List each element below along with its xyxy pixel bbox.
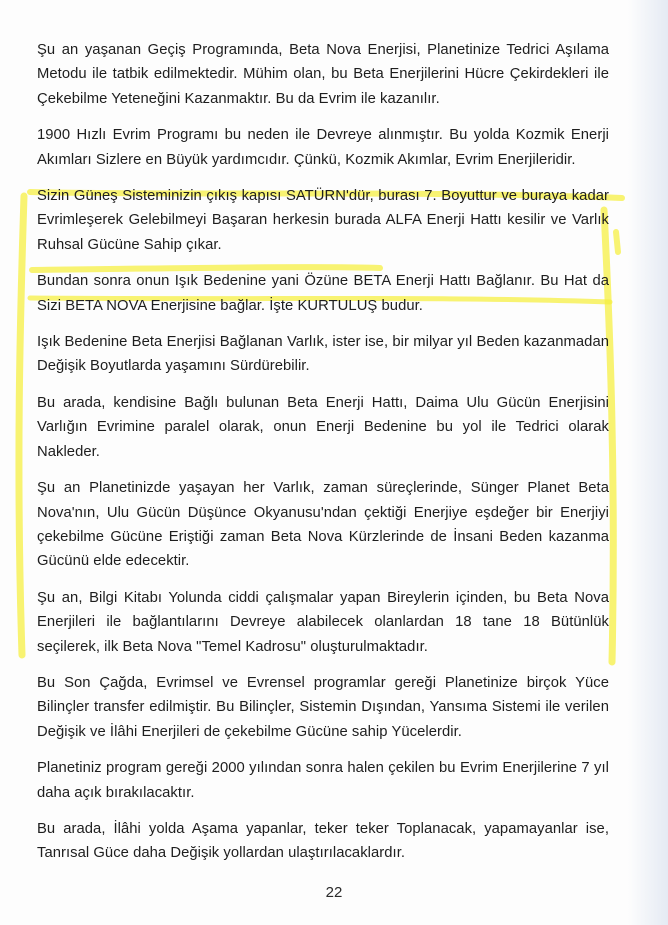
paragraph-6: Bu arada, kendisine Bağlı bulunan Beta Enerji Hattı, Daima Ulu Gücün Enerjisini Varlığın Evrimine paralel olarak, onun Enerji Bedenine bu yol ile Tedrici olarak Nakleder. (37, 394, 609, 460)
highlight-right-top (616, 232, 618, 252)
paragraph-11: Bu arada, İlâhi yolda Aşama yapanlar, teker teker Toplanacak, yapamayanlar ise, Tanrısal Güce daha Değişik yollardan ulaştırılacaklardır. (37, 820, 609, 862)
paragraph-3: Sizin Güneş Sisteminizin çıkış kapısı SATÜRN'dür, burası 7. Boyuttur ve buraya kadar Evrimleşerek Gelebilmeyi Başaran herkesin burada ALFA Enerji Hattı kesilir ve Varlık Ruhsal Gücüne Sahip çıkar. (37, 188, 609, 253)
paragraph-8: Şu an, Bilgi Kitabı Yolunda ciddi çalışmalar yapan Bireylerin içinden, bu Beta Nova Enerjileri ile bağlantılarını Devreye alabilecek olanlardan 18 tane 18 Bütünlük seçilerek, ilk Beta Nova "Temel Kadrosu" oluşturulmaktadır. (37, 589, 609, 655)
scan-edge-shadow (628, 0, 668, 925)
paragraph-10: Planetiniz program gereği 2000 yılından sonra halen çekilen bu Evrim Enerjilerine 7 yıl daha açık bırakılacaktır. (37, 760, 609, 801)
paragraph-7: Şu an Planetinizde yaşayan her Varlık, zaman süreçlerinde, Sünger Planet Beta Nova'nın, Ulu Gücün Düşünce Okyanusu'ndan çektiği Enerjiye eşdeğer bir Enerjiyi çekebilme Gücüne Eriştiği zaman Beta Nova Kürzlerinde de İnsani Beden kazanma Gücünü elde edecektir. (37, 480, 609, 570)
highlight-left-vertical (19, 196, 24, 655)
body-text (37, 38, 609, 878)
paragraph-5: Işık Bedenine Beta Enerjisi Bağlanan Varlık, ister ise, bir milyar yıl Beden kazanmadan Değişik Boyutlarda yaşamını Sürdürebilir. (37, 334, 609, 375)
paragraph-4: Bundan sonra onun Işık Bedenine yani Özüne BETA Enerji Hattı Bağlanır. Bu Hat da Sizi BETA NOVA Enerjisine bağlar. İşte KURTULUŞ budur. (37, 273, 609, 314)
paragraph-9: Bu Son Çağda, Evrimsel ve Evrensel programlar gereği Planetinize birçok Yüce Bilinçler transfer edilmiştir. Bu Bilinçler, Sistemin Dışından, Yansıma Sistemi ile verilen Değişik ve İlâhi Enerjileri de çekebilme Gücüne sahip Yücelerdir. (37, 674, 609, 740)
page-number: 22 (325, 884, 343, 901)
paragraph-1: Şu an yaşanan Geçiş Programında, Beta Nova Enerjisi, Planetinize Tedrici Aşılama Metodu ile tatbik edilmektedir. Mühim olan, bu Beta Enerjilerini Hücre Çekirdekleri ile Çekebilme Yeteneğini Kazanmaktır. Bu da Evrim ile kazanılır. (37, 42, 609, 107)
paragraph-2: 1900 Hızlı Evrim Programı bu neden ile Devreye alınmıştır. Bu yolda Kozmik Enerji Akımları Sizlere en Büyük yardımcıdır. Çünkü, Kozmik Akımlar, Evrim Enerjileridir. (37, 127, 609, 168)
